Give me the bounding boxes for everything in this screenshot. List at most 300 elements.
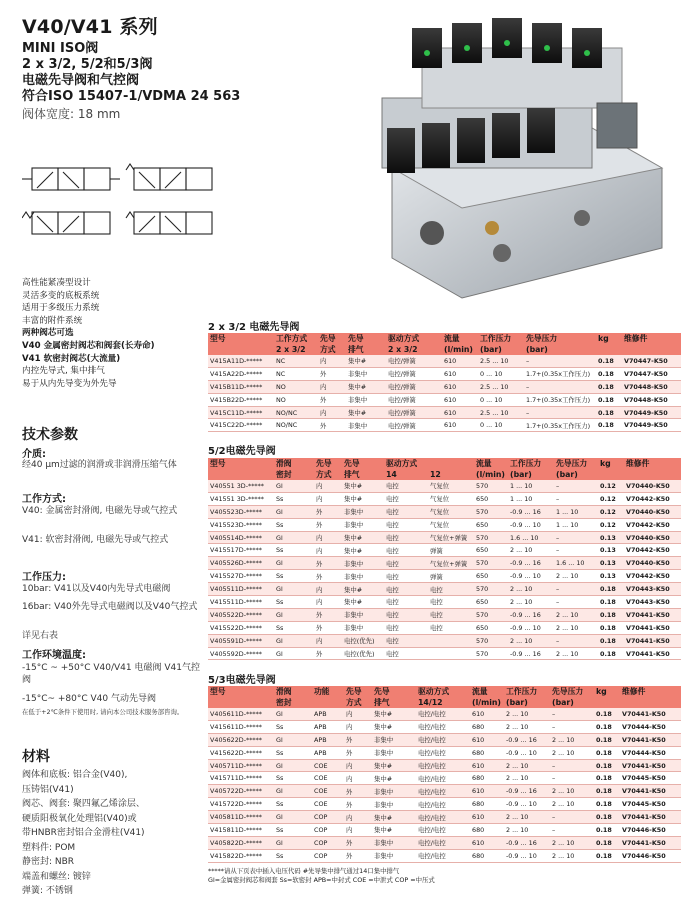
table-cell: 1 ... 10 (554, 505, 598, 518)
table-cell: V70441-K50 (620, 733, 681, 746)
table-cell: V405622D-***** (208, 733, 274, 746)
table-cell: 0.12 (598, 518, 624, 531)
column-header: 驱动方式 (416, 686, 470, 697)
table2-title: 5/2电磁先导阀 (208, 446, 276, 457)
table-cell: 外 (318, 393, 346, 406)
table-cell: 570 (474, 647, 508, 660)
table-header-row (208, 697, 681, 708)
table-cell: 电控/弹簧 (386, 419, 442, 432)
table-cell: V70449-K50 (622, 406, 681, 419)
table-cell: -0.9 ... 16 (504, 733, 550, 746)
column-header: kg (596, 333, 622, 344)
table-row (208, 480, 681, 492)
column-header: 流量 (442, 333, 478, 344)
table-cell: V70442-K50 (624, 492, 681, 505)
table-cell: 外 (344, 836, 372, 849)
table-cell: V405711D-***** (208, 759, 274, 772)
column-header: (l/min) (470, 697, 504, 708)
table-cell: 内 (344, 772, 372, 785)
column-header: (l/min) (442, 344, 478, 355)
table-cell: 2.5 ... 10 (478, 380, 524, 393)
table-cell: – (554, 544, 598, 557)
column-header: 流量 (470, 686, 504, 697)
table-cell: 0.18 (594, 733, 620, 746)
table-cell: 电控 (428, 621, 474, 634)
table-cell: 内 (344, 708, 372, 720)
table-cell: 气复位 (428, 492, 474, 505)
table-cell: 610 (442, 380, 478, 393)
symbol-5-2-valve-icon (126, 164, 212, 190)
table-cell: COE (312, 772, 344, 785)
table-cell: 610 (470, 708, 504, 720)
table-cell: 非集中 (372, 798, 416, 811)
table-row (208, 708, 681, 720)
table-cell: 0.18 (594, 811, 620, 824)
table-cell: 电控 (384, 518, 428, 531)
table-cell: Gl (274, 647, 314, 660)
table-cell: 电控 (384, 544, 428, 557)
table-cell: 非集中 (342, 557, 384, 570)
table-header-row (208, 333, 681, 344)
table-cell: V70449-K50 (622, 419, 681, 432)
table-cell: 0.12 (598, 492, 624, 505)
table-cell: 电控/电控 (416, 849, 470, 862)
table-cell: 0.18 (596, 419, 622, 432)
table-cell: 电控/弹簧 (386, 355, 442, 367)
table-cell: -0.9 ... 16 (508, 647, 554, 660)
table-cell: 电控 (384, 505, 428, 518)
feature-item: 丰富的附件系统 (22, 315, 83, 326)
table-cell: V70441-K50 (620, 759, 681, 772)
table-cell: V415722D-***** (208, 798, 274, 811)
table-cell: -0.9 ... 10 (508, 518, 554, 531)
tech-heading: 技术参数 (22, 427, 78, 443)
table-cell: 2 ... 10 (550, 836, 594, 849)
table-2x3-2 (208, 333, 681, 432)
table-cell: 0.18 (598, 634, 624, 647)
table-row (208, 772, 681, 785)
table-cell: 2 ... 10 (504, 759, 550, 772)
table-cell: Gl (274, 733, 312, 746)
material-item: 压铸铝(V41) (22, 784, 74, 795)
table-cell: 电控/弹簧 (386, 367, 442, 380)
table-cell: Gl (274, 505, 314, 518)
table-row (208, 393, 681, 406)
table-cell: 集中# (372, 708, 416, 720)
table-cell: 外 (314, 557, 342, 570)
table-cell: COP (312, 836, 344, 849)
table-cell: 1 ... 10 (508, 492, 554, 505)
column-header: 2 x 3/2 (274, 344, 318, 355)
table-row (208, 406, 681, 419)
column-header: 驱动方式 (386, 333, 442, 344)
table-row (208, 492, 681, 505)
column-header: 先导 (346, 333, 386, 344)
column-header: (bar) (550, 697, 594, 708)
table-cell: 1 ... 10 (554, 518, 598, 531)
column-header (594, 697, 620, 708)
feature-item: V41 软密封阀芯(大流量) (22, 353, 121, 364)
table-cell: 电控/电控 (416, 720, 470, 733)
table-cell: 570 (474, 634, 508, 647)
table-cell: 外 (314, 608, 342, 621)
table-cell: 680 (470, 824, 504, 837)
table-cell: V415B11D-***** (208, 380, 274, 393)
table-cell: 电控 (384, 492, 428, 505)
table-cell: 680 (470, 772, 504, 785)
column-header: 工作压力 (504, 686, 550, 697)
table-cell: 非集中 (372, 733, 416, 746)
table-cell: 外 (344, 746, 372, 759)
table-cell: 680 (470, 720, 504, 733)
table-cell: NO/NC (274, 406, 318, 419)
table-cell: 电控 (384, 570, 428, 583)
table-cell: 外 (314, 518, 342, 531)
table-cell: 外 (318, 419, 346, 432)
table-cell: V415611D-***** (208, 720, 274, 733)
table-cell: 2 ... 10 (504, 708, 550, 720)
table-cell: V405514D-***** (208, 531, 274, 544)
table-cell: 610 (442, 419, 478, 432)
table-cell: NO/NC (274, 419, 318, 432)
table-cell: 0.18 (596, 355, 622, 367)
table-cell: 非集中 (342, 608, 384, 621)
table-cell: 1.7+(0.35x工作压力) (524, 419, 596, 432)
column-header: 维修件 (622, 333, 681, 344)
table-cell: Ss (274, 849, 312, 862)
material-item: 阀体和底板: 铝合金(V40), (22, 770, 128, 780)
table-cell: 0.18 (598, 621, 624, 634)
table-cell: 0.18 (596, 393, 622, 406)
table-cell: 1.7+(0.35x工作压力) (524, 393, 596, 406)
table-cell: 650 (474, 596, 508, 609)
table-cell: 集中# (342, 480, 384, 492)
table-cell: V70441-K50 (620, 811, 681, 824)
table-row (208, 608, 681, 621)
table-cell: 电控/电控 (416, 824, 470, 837)
table-cell: 内 (318, 380, 346, 393)
table-cell: 集中# (346, 380, 386, 393)
table-cell: 气复位 (428, 480, 474, 492)
table-cell: -0.9 ... 16 (508, 608, 554, 621)
table-cell: Gl (274, 583, 314, 596)
table-cell: – (554, 583, 598, 596)
page-title: V40/V41 系列 (22, 16, 158, 38)
table-cell: 内 (344, 824, 372, 837)
symbol-3-2-valve-icon (22, 168, 120, 190)
column-header (622, 344, 681, 355)
material-item: 静密封: NBR (22, 857, 75, 867)
table-cell: Gl (274, 708, 312, 720)
table-cell: COE (312, 785, 344, 798)
table-cell: V70440-K50 (624, 531, 681, 544)
table-cell: 0.18 (594, 720, 620, 733)
table-cell: Gl (274, 480, 314, 492)
column-header: 型号 (208, 458, 274, 469)
table-cell: 2 ... 10 (504, 720, 550, 733)
subtitle-3: 电磁先导阀和气控阀 (22, 73, 140, 88)
column-header: 工作压力 (478, 333, 524, 344)
column-header: 先导压力 (550, 686, 594, 697)
table-cell: V415711D-***** (208, 772, 274, 785)
table-cell: 内 (314, 531, 342, 544)
table-cell: 680 (470, 849, 504, 862)
subtitle-2: 2 x 3/2, 5/2和5/3阀 (22, 57, 153, 72)
table-row (208, 746, 681, 759)
table-cell: 570 (474, 557, 508, 570)
table-cell: 2 ... 10 (504, 772, 550, 785)
table-cell: V70442-K50 (624, 544, 681, 557)
column-header: 密封 (274, 697, 312, 708)
table-cell: APB (312, 746, 344, 759)
column-header: 排气 (346, 344, 386, 355)
table-row (208, 367, 681, 380)
table-header-row (208, 458, 681, 469)
table-cell: 电控/弹簧 (386, 393, 442, 406)
temp-2: -15°C~ +80°C V40 气动先导阀 (22, 694, 156, 704)
column-header: 先导 (342, 458, 384, 469)
table-cell: 内 (344, 720, 372, 733)
table-cell: 弹簧 (428, 570, 474, 583)
table-cell: NO (274, 380, 318, 393)
table-cell: V70441-K50 (620, 836, 681, 849)
table-cell: 570 (474, 480, 508, 492)
table-cell: 内 (314, 634, 342, 647)
temp-note: 在低于+2℃条件下使用时, 请向本公司技术服务部咨询。 (22, 708, 184, 716)
table-cell: 0.18 (594, 772, 620, 785)
table-cell: APB (312, 720, 344, 733)
table-cell: 电控 (428, 596, 474, 609)
table-cell: 650 (474, 621, 508, 634)
table-cell: 集中# (342, 531, 384, 544)
table-cell: V70440-K50 (624, 557, 681, 570)
table-cell: 外 (318, 367, 346, 380)
column-header: 维修件 (624, 458, 681, 469)
table-cell: 0.18 (598, 647, 624, 660)
table-cell: -0.9 ... 10 (504, 849, 550, 862)
table-cell: V405511D-***** (208, 583, 274, 596)
column-header: (bar) (508, 469, 554, 480)
table-cell: 1 ... 10 (508, 480, 554, 492)
table-cell: 0 ... 10 (478, 419, 524, 432)
table-cell: -0.9 ... 16 (508, 557, 554, 570)
table-cell: – (554, 480, 598, 492)
table-cell: 集中# (372, 811, 416, 824)
table-cell: 电控 (384, 557, 428, 570)
table-cell: 0.13 (598, 531, 624, 544)
column-header (596, 344, 622, 355)
table-cell: V415C11D-***** (208, 406, 274, 419)
table-cell: 2 ... 10 (550, 733, 594, 746)
column-header: 维修件 (620, 686, 681, 697)
table-cell: 610 (442, 406, 478, 419)
table-row (208, 419, 681, 432)
column-header: 先导 (318, 333, 346, 344)
feature-item: 内控先导式, 集中排气 (22, 366, 105, 377)
column-header: 工作压力 (508, 458, 554, 469)
table-cell: – (554, 634, 598, 647)
table-cell: Ss (274, 492, 314, 505)
table-cell: 外 (344, 733, 372, 746)
table-5-2 (208, 458, 681, 660)
table-cell: COE (312, 798, 344, 811)
table-cell: 非集中 (372, 746, 416, 759)
table-cell: 0.12 (598, 480, 624, 492)
table-cell: -0.9 ... 10 (504, 798, 550, 811)
column-header: kg (598, 458, 624, 469)
column-header: 型号 (208, 686, 274, 697)
table-cell: 2 ... 10 (508, 634, 554, 647)
table-cell: 680 (470, 798, 504, 811)
column-header: 型号 (208, 333, 274, 344)
table-cell: 570 (474, 608, 508, 621)
table-cell: 电控/电控 (416, 759, 470, 772)
column-header: 滑阀 (274, 686, 312, 697)
table-cell: 非集中 (372, 785, 416, 798)
table-cell: 电控/电控 (416, 746, 470, 759)
table-cell: Gl (274, 608, 314, 621)
table-cell: – (524, 406, 596, 419)
table-cell: 气复位 (428, 505, 474, 518)
table-cell: 电控/电控 (416, 708, 470, 720)
table-cell: 非集中 (372, 849, 416, 862)
table-cell: 0.18 (594, 759, 620, 772)
column-header: 流量 (474, 458, 508, 469)
column-header: 方式 (318, 344, 346, 355)
pressure-16: 16bar: V40外先导式电磁阀以及V40气控式 (22, 602, 198, 612)
table-cell: 内 (318, 406, 346, 419)
table-cell: 电控(优先) (342, 647, 384, 660)
feature-item: 灵活多变的底板系统 (22, 290, 100, 301)
type-label: 工作方式: (22, 494, 66, 505)
table-cell: 650 (474, 544, 508, 557)
column-header: 先导压力 (554, 458, 598, 469)
table-cell: 集中# (372, 824, 416, 837)
table-cell: 气复位+弹簧 (428, 557, 474, 570)
table-cell: 内 (318, 355, 346, 367)
table-cell: 非集中 (372, 836, 416, 849)
table-cell: V70441-K50 (624, 621, 681, 634)
table-row (208, 733, 681, 746)
table-cell: 外 (344, 798, 372, 811)
features-list (22, 277, 202, 390)
table-cell: V70442-K50 (624, 570, 681, 583)
column-header: 先导 (344, 686, 372, 697)
material-item: 端盖和螺丝: 镀锌 (22, 871, 91, 882)
column-header (624, 469, 681, 480)
table-cell: 电控/电控 (416, 733, 470, 746)
table-cell: V415811D-***** (208, 824, 274, 837)
column-header (208, 697, 274, 708)
table-cell: V415A11D-***** (208, 355, 274, 367)
table-cell: 非集中 (342, 570, 384, 583)
column-header: 方式 (314, 469, 342, 480)
pressure-10: 10bar: V41以及V40内先导式电磁阀 (22, 584, 171, 594)
table-cell: V405592D-***** (208, 647, 274, 660)
table-cell: 650 (474, 570, 508, 583)
valve-manifold-image (352, 18, 682, 303)
table-cell: V405811D-***** (208, 811, 274, 824)
table-cell: 电控(优先) (342, 634, 384, 647)
table-cell: 外 (344, 849, 372, 862)
table-row (208, 544, 681, 557)
material-item: 塑料件: POM (22, 842, 76, 853)
table-cell: Gl (274, 785, 312, 798)
table-cell: – (550, 708, 594, 720)
table-cell: 电控/电控 (416, 798, 470, 811)
table-cell: 内 (314, 596, 342, 609)
materials-list (22, 768, 200, 899)
table-cell: 0.18 (594, 798, 620, 811)
table-cell: 非集中 (346, 367, 386, 380)
table-cell: 集中# (342, 492, 384, 505)
table-cell: V40551 3D-***** (208, 480, 274, 492)
table-cell: 0.12 (598, 505, 624, 518)
table-cell: -0.9 ... 10 (508, 621, 554, 634)
table-cell: 内 (314, 583, 342, 596)
table-cell: V70447-K50 (622, 355, 681, 367)
table-cell: 0 ... 10 (478, 393, 524, 406)
column-header: 滑阀 (274, 458, 314, 469)
table-cell: 610 (470, 785, 504, 798)
column-header: 密封 (274, 469, 314, 480)
table-cell: 外 (314, 570, 342, 583)
table-cell: 电控 (384, 634, 428, 647)
table-cell: Gl (274, 531, 314, 544)
column-header: 驱动方式 (384, 458, 428, 469)
table-cell: V70441-K50 (620, 708, 681, 720)
table-cell: 电控 (428, 608, 474, 621)
table-cell: 电控/弹簧 (386, 406, 442, 419)
body-width: 阀体宽度: 18 mm (22, 107, 121, 121)
table-cell: Ss (274, 621, 314, 634)
column-header: 排气 (372, 697, 416, 708)
table-cell: NO (274, 393, 318, 406)
table1-title: 2 x 3/2 电磁先导阀 (208, 322, 300, 333)
table-cell: 内 (314, 480, 342, 492)
table-cell: 610 (442, 367, 478, 380)
table-cell: 2 ... 10 (550, 798, 594, 811)
table-cell: -0.9 ... 16 (504, 836, 550, 849)
table-cell: Gl (274, 836, 312, 849)
temp-1: -15°C ~ +50°C V40/V41 电磁阀 V41气控阀 (22, 663, 200, 685)
table-cell: Ss (274, 824, 312, 837)
table-header-row (208, 469, 681, 480)
table-cell: 2.5 ... 10 (478, 406, 524, 419)
table-cell: 2 ... 10 (554, 608, 598, 621)
medium-text: 经40 μm过滤的润滑或非润滑压缩气体 (22, 460, 177, 470)
column-header: 排气 (342, 469, 384, 480)
feature-item: V40 金属密封阀芯和阀套(长寿命) (22, 340, 155, 351)
column-header: 2 x 3/2 (386, 344, 442, 355)
table-cell: 0.18 (594, 785, 620, 798)
table-cell: 0.18 (594, 708, 620, 720)
valve-symbols (22, 160, 222, 246)
table-cell: Gl (274, 634, 314, 647)
table-cell: – (550, 772, 594, 785)
column-header: 先导 (314, 458, 342, 469)
table-cell: V70442-K50 (624, 518, 681, 531)
table-cell: V70441-K50 (624, 634, 681, 647)
type-v40: V40: 金属密封滑阀, 电磁先导或气控式 (22, 506, 178, 516)
table-cell: 非集中 (346, 393, 386, 406)
table-cell: COP (312, 849, 344, 862)
table-cell: – (550, 811, 594, 824)
table-cell: – (550, 759, 594, 772)
table-cell: V415517D-***** (208, 544, 274, 557)
table3-title: 5/3电磁先导阀 (208, 675, 276, 686)
table-cell: V70444-K50 (620, 720, 681, 733)
